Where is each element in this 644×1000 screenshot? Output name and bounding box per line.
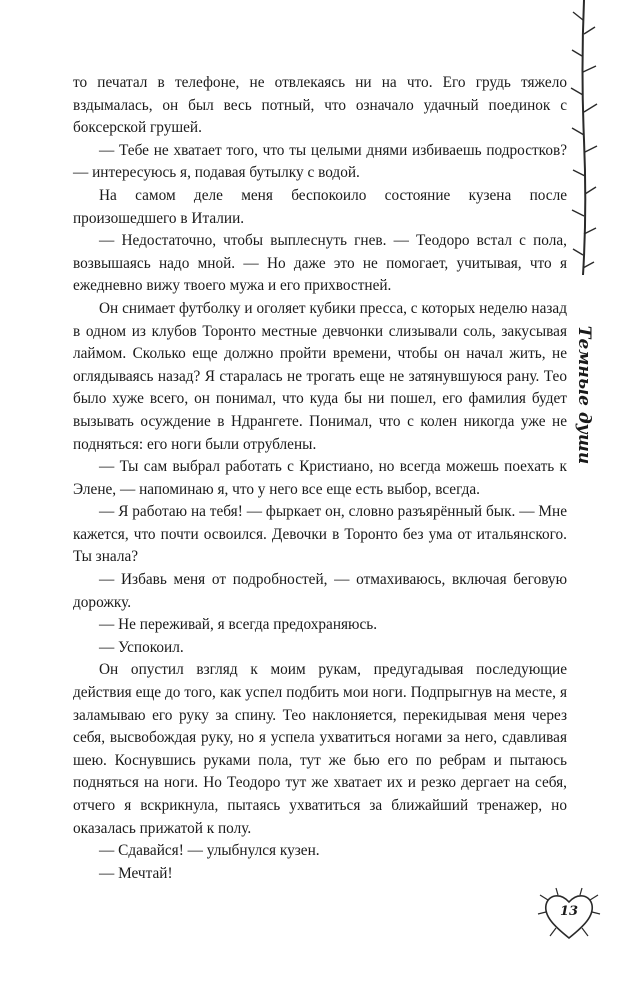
paragraph: — Избавь меня от подробностей, — отмахиваюсь, включая беговую дорожку. — [73, 571, 567, 611]
paragraph: — Не переживай, я всегда предохраняюсь. — [99, 616, 378, 634]
page-number-ornament — [536, 886, 602, 944]
paragraph: — Я работаю на тебя! — фыркает он, словно разъярённый бык. — Мне кажется, что почти освоился. Девочки в Торонто без ума от итальянского. Ты знала? — [73, 503, 567, 566]
paragraph: Он снимает футболку и оголяет кубики пресса, с которых неделю назад в одном из клубов Торонто местные девчонки слизывали соль, закусывая лаймом. Сколько еще должно пройти времени, чтобы он начал жить, не оглядываясь назад? Я старалась не трогать еще не затянувшуюся рану. Тео было хуже всего, он понимал, что куда бы ни пошел, его фамилия будет вызывать осуждение в Ндрангете. Понимал, что с колен никогда уже не подняться: его ноги были отрублены. — [73, 299, 567, 453]
body-text — [73, 72, 567, 885]
paragraph: то печатал в телефоне, не отвлекаясь ни на что. Его грудь тяжело вздымалась, он был весь потный, что означало удачный поединок с боксерской грушей. — [73, 74, 567, 137]
paragraph: — Сдавайся! — улыбнулся кузен. — [99, 842, 320, 860]
paragraph: — Недостаточно, чтобы выплеснуть гнев. — Теодоро встал с пола, возвышаясь надо мной. — Но даже это не помогает, учитывая, что я ежедневно вижу твоего мужа и его прихвостней. — [73, 232, 567, 295]
paragraph: — Успокоил. — [99, 638, 184, 656]
thorn-vine-ornament — [568, 0, 600, 275]
paragraph: — Ты сам выбрал работать с Кристиано, но всегда можешь поехать к Элене, — напоминаю я, что у него все еще есть выбор, всегда. — [73, 458, 567, 498]
paragraph: — Тебе не хватает того, что ты целыми днями избиваешь подростков? — интересуюсь я, подавая бутылку с водой. — [73, 141, 567, 182]
running-title-text: Темные души — [574, 325, 594, 465]
paragraph: На самом деле меня беспокоило состояние кузена после произошедшего в Италии. — [73, 186, 567, 227]
paragraph: — Мечтай! — [99, 864, 173, 882]
page-number: 13 — [559, 904, 579, 919]
paragraph: Он опустил взгляд к моим рукам, предугадывая последующие действия еще до того, как успел подбить мои ноги. Подпрыгнув на месте, я заламываю его руку за спину. Тео наклоняется, перекидывая меня через себя, высвобождая руку, но я успела ухватиться ногами за него, сдавливая шею. Коснувшись руками пола, тут же бью его по ребрам и пытаюсь подняться на ноги. Но Теодоро тут же хватает их и резко дергает на себя, отчего я вскрикнула, пытаясь ухватиться за ближайший тренажер, но оказалась прижатой к полу. — [73, 661, 567, 837]
